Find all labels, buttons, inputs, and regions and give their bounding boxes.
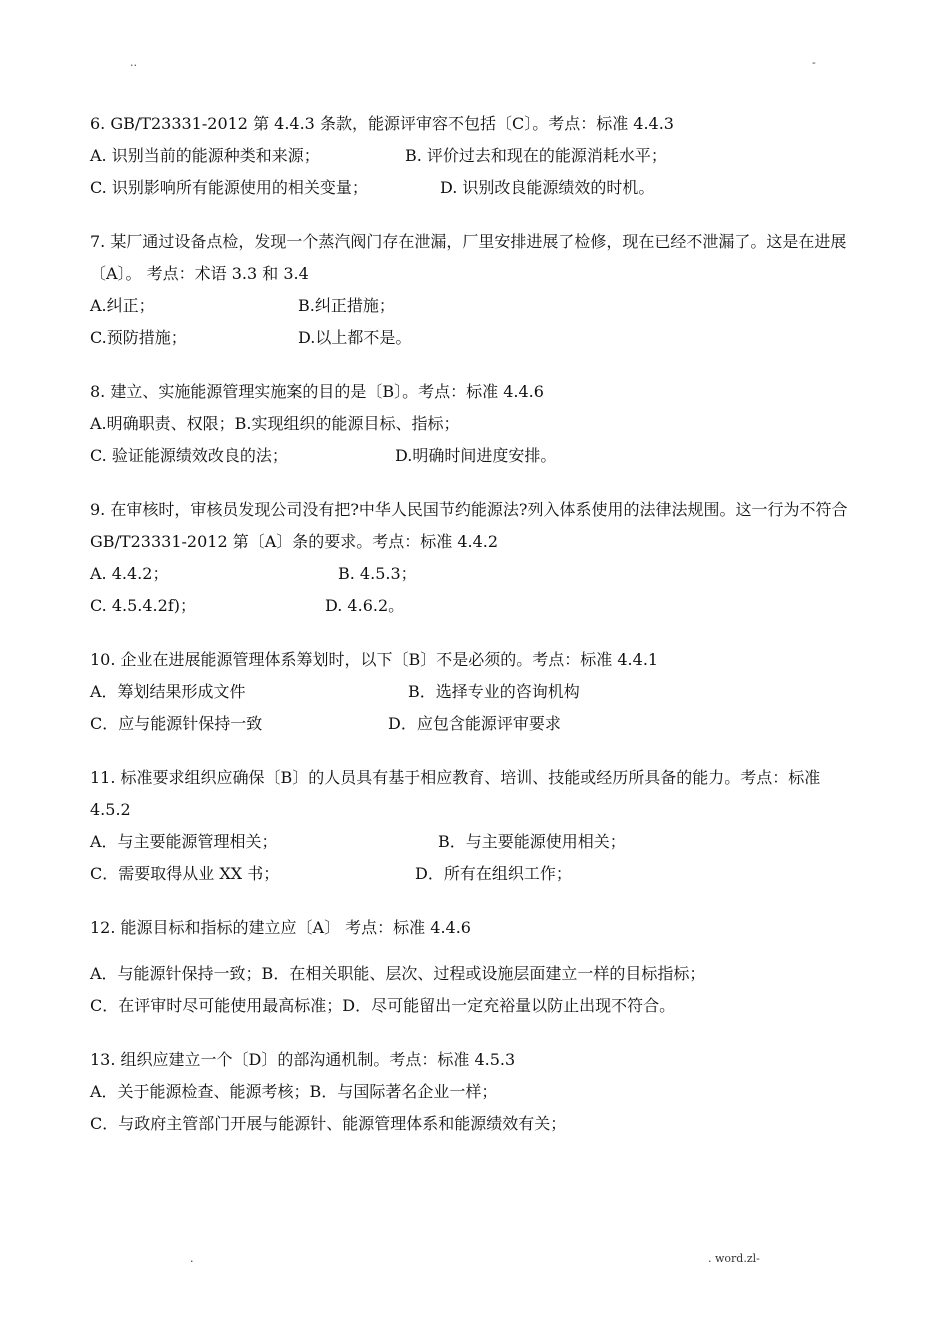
option-a-b: A．与能源针保持一致；B．在相关职能、层次、过程或设施层面建立一样的目标指标； xyxy=(90,964,706,983)
footer-source: . word.zl- xyxy=(708,1252,760,1265)
option-b: B．与主要能源使用相关； xyxy=(438,832,626,851)
option-row xyxy=(90,408,865,440)
option-b: B．选择专业的咨询机构 xyxy=(408,682,580,701)
option-row xyxy=(90,322,865,354)
option-b: B.纠正措施； xyxy=(298,296,395,315)
header-mark-left: .. xyxy=(130,56,137,69)
option-c: C.预防措施； xyxy=(90,328,187,347)
question-13 xyxy=(90,1044,865,1140)
option-a-b: A．关于能源检查、能源考核；B．与国际著名企业一样； xyxy=(90,1082,498,1101)
option-row xyxy=(90,1076,865,1108)
option-row xyxy=(90,958,865,990)
option-row xyxy=(90,676,865,708)
option-b: B. 4.5.3； xyxy=(338,564,417,583)
question-text: 8. 建立、实施能源管理实施案的目的是〔B〕。考点：标准 4.4.6 xyxy=(90,382,544,401)
question-12 xyxy=(90,912,865,1022)
option-a: A. 识别当前的能源种类和来源； xyxy=(90,146,320,165)
question-text: 12. 能源目标和指标的建立应〔A〕 考点：标准 4.4.6 xyxy=(90,918,471,937)
option-row xyxy=(90,858,865,890)
option-c: C．与政府主管部门开展与能源针、能源管理体系和能源绩效有关； xyxy=(90,1114,567,1133)
question-6 xyxy=(90,108,865,204)
header-mark-right: - xyxy=(812,56,816,69)
question-8 xyxy=(90,376,865,472)
option-a: A. 4.4.2； xyxy=(90,564,169,583)
option-row xyxy=(90,1108,865,1140)
option-d: D. 识别改良能源绩效的时机。 xyxy=(440,178,655,197)
question-9 xyxy=(90,494,865,622)
option-c-d: C．在评审时尽可能使用最高标准；D．尽可能留出一定充裕量以防止出现不符合。 xyxy=(90,996,676,1015)
option-row xyxy=(90,290,865,322)
option-row xyxy=(90,708,865,740)
question-11 xyxy=(90,762,865,890)
option-d: D.以上都不是。 xyxy=(298,328,412,347)
question-text: 9. 在审核时，审核员发现公司没有把?中华人民国节约能源法?列入体系使用的法律法规围。这一行为不符合 GB/T23331-2012 第〔A〕条的要求。考点：标准 4.4.2 xyxy=(90,500,848,551)
option-d: D.明确时间进度安排。 xyxy=(395,446,557,465)
option-row xyxy=(90,590,865,622)
option-b: B. 评价过去和现在的能源消耗水平； xyxy=(405,146,667,165)
option-a-b: A.明确职责、权限；B.实现组织的能源目标、指标； xyxy=(90,414,460,433)
option-c: C．需要取得从业 XX 书； xyxy=(90,864,280,883)
option-a: A．与主要能源管理相关； xyxy=(90,832,278,851)
option-c: C. 4.5.4.2f)； xyxy=(90,596,196,615)
option-a: A.纠正； xyxy=(90,296,155,315)
option-row xyxy=(90,440,865,472)
footer-mark-left: . xyxy=(190,1252,194,1265)
option-a: A．筹划结果形成文件 xyxy=(90,682,246,701)
spacer xyxy=(90,944,865,958)
question-text: 6. GB/T23331-2012 第 4.4.3 条款，能源评审容不包括〔C〕。考点：标准 4.4.3 xyxy=(90,114,674,133)
option-row xyxy=(90,172,865,204)
option-d: D．所有在组织工作； xyxy=(415,864,572,883)
option-row xyxy=(90,558,865,590)
question-10 xyxy=(90,644,865,740)
question-7 xyxy=(90,226,865,354)
option-row xyxy=(90,990,865,1022)
option-d: D．应包含能源评审要求 xyxy=(388,714,561,733)
option-c: C. 识别影响所有能源使用的相关变量； xyxy=(90,178,368,197)
question-text: 11. 标准要求组织应确保〔B〕的人员具有基于相应教育、培训、技能或经历所具备的能力。考点：标准 4.5.2 xyxy=(90,768,821,819)
option-c: C．应与能源针保持一致 xyxy=(90,714,263,733)
question-text: 7. 某厂通过设备点检，发现一个蒸汽阀门存在泄漏，厂里安排进展了检修，现在已经不泄漏了。这是在进展〔A〕。 考点：术语 3.3 和 3.4 xyxy=(90,232,847,283)
question-text: 13. 组织应建立一个〔D〕的部沟通机制。考点：标准 4.5.3 xyxy=(90,1050,516,1069)
option-row xyxy=(90,826,865,858)
option-c: C. 验证能源绩效改良的法； xyxy=(90,446,288,465)
option-row xyxy=(90,140,865,172)
question-text: 10. 企业在进展能源管理体系筹划时，以下〔B〕不是必须的。考点：标准 4.4.1 xyxy=(90,650,659,669)
option-d: D. 4.6.2。 xyxy=(325,596,405,615)
question-list xyxy=(90,108,865,1162)
